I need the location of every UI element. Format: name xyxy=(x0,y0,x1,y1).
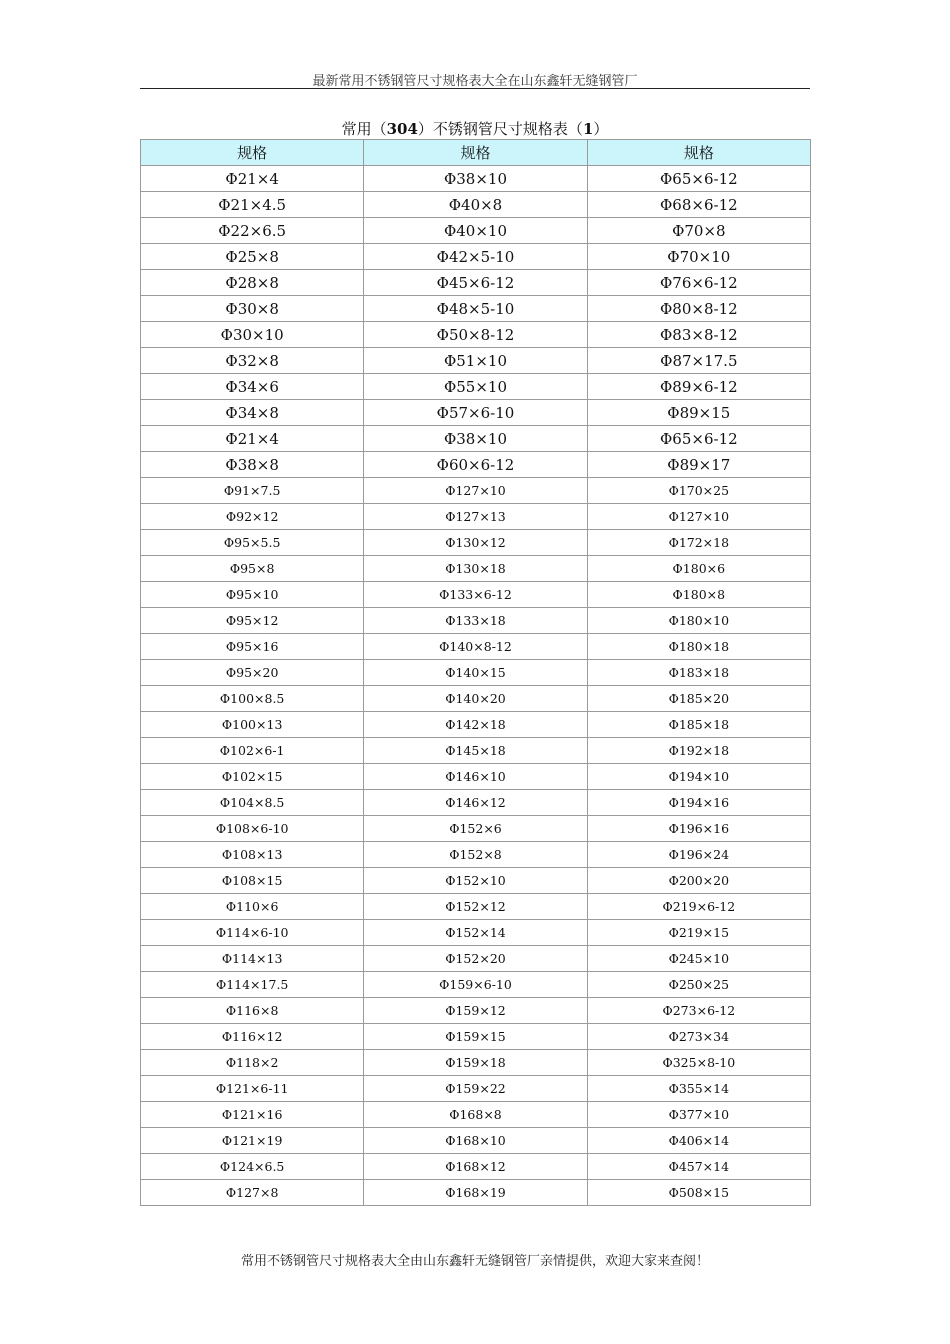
table-cell: Φ152×6 xyxy=(364,816,587,842)
title-prefix: 常用（ xyxy=(341,120,387,138)
table-cell: Φ355×14 xyxy=(587,1076,810,1102)
table-cell: Φ127×8 xyxy=(141,1180,364,1206)
table-cell: Φ21×4 xyxy=(141,426,364,452)
table-cell: Φ377×10 xyxy=(587,1102,810,1128)
table-row xyxy=(141,660,811,686)
column-header: 规格 xyxy=(587,140,810,166)
table-cell: Φ60×6-12 xyxy=(364,452,587,478)
table-row xyxy=(141,426,811,452)
table-row xyxy=(141,608,811,634)
table-row xyxy=(141,816,811,842)
table-row xyxy=(141,972,811,998)
table-cell: Φ180×6 xyxy=(587,556,810,582)
table-cell: Φ124×6.5 xyxy=(141,1154,364,1180)
table-cell: Φ108×13 xyxy=(141,842,364,868)
table-cell: Φ140×15 xyxy=(364,660,587,686)
table-body xyxy=(141,166,811,1206)
table-cell: Φ183×18 xyxy=(587,660,810,686)
table-row xyxy=(141,478,811,504)
table-row xyxy=(141,452,811,478)
table-cell: Φ146×12 xyxy=(364,790,587,816)
table-cell: Φ40×8 xyxy=(364,192,587,218)
page-footer: 常用不锈钢管尺寸规格表大全由山东鑫轩无缝钢管厂亲情提供，欢迎大家来查阅！ xyxy=(240,1254,709,1269)
table-cell: Φ108×6-10 xyxy=(141,816,364,842)
table-row xyxy=(141,530,811,556)
table-cell: Φ95×10 xyxy=(141,582,364,608)
table-cell: Φ55×10 xyxy=(364,374,587,400)
title-suffix: ） xyxy=(593,120,609,138)
table-cell: Φ168×8 xyxy=(364,1102,587,1128)
table-row xyxy=(141,764,811,790)
table-cell: Φ152×20 xyxy=(364,946,587,972)
table-cell: Φ114×6-10 xyxy=(141,920,364,946)
table-cell: Φ34×8 xyxy=(141,400,364,426)
table-cell: Φ273×34 xyxy=(587,1024,810,1050)
table-cell: Φ104×8.5 xyxy=(141,790,364,816)
table-cell: Φ95×8 xyxy=(141,556,364,582)
table-row xyxy=(141,1024,811,1050)
table-row xyxy=(141,1154,811,1180)
table-cell: Φ133×6-12 xyxy=(364,582,587,608)
table-cell: Φ325×8-10 xyxy=(587,1050,810,1076)
table-cell: Φ457×14 xyxy=(587,1154,810,1180)
table-row xyxy=(141,634,811,660)
table-row xyxy=(141,686,811,712)
table-cell: Φ28×8 xyxy=(141,270,364,296)
table-row xyxy=(141,504,811,530)
table-cell: Φ102×6-1 xyxy=(141,738,364,764)
table-cell: Φ219×15 xyxy=(587,920,810,946)
table-title xyxy=(0,118,950,139)
table-row xyxy=(141,556,811,582)
table-cell: Φ127×10 xyxy=(364,478,587,504)
table-cell: Φ76×6-12 xyxy=(587,270,810,296)
table-cell: Φ38×8 xyxy=(141,452,364,478)
table-cell: Φ65×6-12 xyxy=(587,426,810,452)
table-cell: Φ194×16 xyxy=(587,790,810,816)
table-cell: Φ140×8-12 xyxy=(364,634,587,660)
table-row xyxy=(141,270,811,296)
page-header: 最新常用不锈钢管尺寸规格表大全在山东鑫轩无缝钢管厂 xyxy=(312,74,638,89)
table-cell: Φ21×4.5 xyxy=(141,192,364,218)
table-cell: Φ38×10 xyxy=(364,166,587,192)
table-cell: Φ142×18 xyxy=(364,712,587,738)
table-cell: Φ127×13 xyxy=(364,504,587,530)
table-cell: Φ32×8 xyxy=(141,348,364,374)
table-cell: Φ172×18 xyxy=(587,530,810,556)
table-row xyxy=(141,322,811,348)
table-cell: Φ140×20 xyxy=(364,686,587,712)
table-cell: Φ152×8 xyxy=(364,842,587,868)
table-cell: Φ121×16 xyxy=(141,1102,364,1128)
table-cell: Φ100×13 xyxy=(141,712,364,738)
header-rule xyxy=(140,88,810,89)
table-cell: Φ159×18 xyxy=(364,1050,587,1076)
table-cell: Φ146×10 xyxy=(364,764,587,790)
table-cell: Φ114×13 xyxy=(141,946,364,972)
table-row xyxy=(141,998,811,1024)
table-cell: Φ65×6-12 xyxy=(587,166,810,192)
table-cell: Φ116×8 xyxy=(141,998,364,1024)
table-cell: Φ48×5-10 xyxy=(364,296,587,322)
table-cell: Φ118×2 xyxy=(141,1050,364,1076)
table-cell: Φ159×15 xyxy=(364,1024,587,1050)
table-cell: Φ50×8-12 xyxy=(364,322,587,348)
table-cell: Φ91×7.5 xyxy=(141,478,364,504)
table-row xyxy=(141,582,811,608)
table-cell: Φ250×25 xyxy=(587,972,810,998)
table-cell: Φ38×10 xyxy=(364,426,587,452)
table-row xyxy=(141,920,811,946)
table-cell: Φ70×8 xyxy=(587,218,810,244)
table-cell: Φ57×6-10 xyxy=(364,400,587,426)
table-cell: Φ68×6-12 xyxy=(587,192,810,218)
table-cell: Φ170×25 xyxy=(587,478,810,504)
table-cell: Φ145×18 xyxy=(364,738,587,764)
table-row xyxy=(141,1102,811,1128)
table-cell: Φ406×14 xyxy=(587,1128,810,1154)
table-row xyxy=(141,374,811,400)
table-cell: Φ180×18 xyxy=(587,634,810,660)
column-header: 规格 xyxy=(141,140,364,166)
table-row xyxy=(141,400,811,426)
table-cell: Φ130×12 xyxy=(364,530,587,556)
table-cell: Φ168×19 xyxy=(364,1180,587,1206)
table-cell: Φ51×10 xyxy=(364,348,587,374)
table-row xyxy=(141,738,811,764)
title-mid: ）不锈钢管尺寸规格表（ xyxy=(417,120,583,138)
table-row xyxy=(141,894,811,920)
table-cell: Φ152×12 xyxy=(364,894,587,920)
table-cell: Φ116×12 xyxy=(141,1024,364,1050)
table-row xyxy=(141,296,811,322)
table-cell: Φ159×12 xyxy=(364,998,587,1024)
table-cell: Φ192×18 xyxy=(587,738,810,764)
table-cell: Φ80×8-12 xyxy=(587,296,810,322)
table-cell: Φ95×12 xyxy=(141,608,364,634)
table-cell: Φ95×16 xyxy=(141,634,364,660)
table-row xyxy=(141,1076,811,1102)
table-cell: Φ87×17.5 xyxy=(587,348,810,374)
table-cell: Φ89×6-12 xyxy=(587,374,810,400)
table-cell: Φ185×20 xyxy=(587,686,810,712)
table-cell: Φ168×10 xyxy=(364,1128,587,1154)
table-cell: Φ152×10 xyxy=(364,868,587,894)
table-cell: Φ121×19 xyxy=(141,1128,364,1154)
table-cell: Φ121×6-11 xyxy=(141,1076,364,1102)
table-cell: Φ196×24 xyxy=(587,842,810,868)
table-cell: Φ102×15 xyxy=(141,764,364,790)
header-row xyxy=(141,140,811,166)
table-row xyxy=(141,192,811,218)
table-row xyxy=(141,712,811,738)
table-row xyxy=(141,946,811,972)
table-cell: Φ70×10 xyxy=(587,244,810,270)
table-cell: Φ185×18 xyxy=(587,712,810,738)
table-cell: Φ180×10 xyxy=(587,608,810,634)
table-cell: Φ22×6.5 xyxy=(141,218,364,244)
table-cell: Φ245×10 xyxy=(587,946,810,972)
title-number: 1 xyxy=(582,120,594,138)
title-grade: 304 xyxy=(386,120,418,138)
table-cell: Φ92×12 xyxy=(141,504,364,530)
spec-table xyxy=(140,139,811,1206)
column-header: 规格 xyxy=(364,140,587,166)
table-cell: Φ196×16 xyxy=(587,816,810,842)
table-cell: Φ159×6-10 xyxy=(364,972,587,998)
table-cell: Φ45×6-12 xyxy=(364,270,587,296)
table-cell: Φ168×12 xyxy=(364,1154,587,1180)
table-row xyxy=(141,166,811,192)
table-cell: Φ219×6-12 xyxy=(587,894,810,920)
table-cell: Φ130×18 xyxy=(364,556,587,582)
table-cell: Φ100×8.5 xyxy=(141,686,364,712)
table-row xyxy=(141,218,811,244)
table-cell: Φ89×17 xyxy=(587,452,810,478)
table-cell: Φ180×8 xyxy=(587,582,810,608)
table-cell: Φ95×5.5 xyxy=(141,530,364,556)
table-cell: Φ110×6 xyxy=(141,894,364,920)
table-cell: Φ95×20 xyxy=(141,660,364,686)
table-cell: Φ200×20 xyxy=(587,868,810,894)
table-cell: Φ34×6 xyxy=(141,374,364,400)
table-cell: Φ83×8-12 xyxy=(587,322,810,348)
table-row xyxy=(141,842,811,868)
table-cell: Φ30×10 xyxy=(141,322,364,348)
table-cell: Φ30×8 xyxy=(141,296,364,322)
table-cell: Φ25×8 xyxy=(141,244,364,270)
table-cell: Φ114×17.5 xyxy=(141,972,364,998)
table-cell: Φ89×15 xyxy=(587,400,810,426)
table-row xyxy=(141,790,811,816)
table-cell: Φ133×18 xyxy=(364,608,587,634)
table-row xyxy=(141,348,811,374)
table-row xyxy=(141,1180,811,1206)
table-cell: Φ42×5-10 xyxy=(364,244,587,270)
table-row xyxy=(141,1128,811,1154)
table-cell: Φ21×4 xyxy=(141,166,364,192)
table-row xyxy=(141,1050,811,1076)
table-row xyxy=(141,868,811,894)
table-cell: Φ508×15 xyxy=(587,1180,810,1206)
table-cell: Φ108×15 xyxy=(141,868,364,894)
table-cell: Φ273×6-12 xyxy=(587,998,810,1024)
table-cell: Φ152×14 xyxy=(364,920,587,946)
table-cell: Φ40×10 xyxy=(364,218,587,244)
table-cell: Φ194×10 xyxy=(587,764,810,790)
table-row xyxy=(141,244,811,270)
table-cell: Φ159×22 xyxy=(364,1076,587,1102)
table-cell: Φ127×10 xyxy=(587,504,810,530)
